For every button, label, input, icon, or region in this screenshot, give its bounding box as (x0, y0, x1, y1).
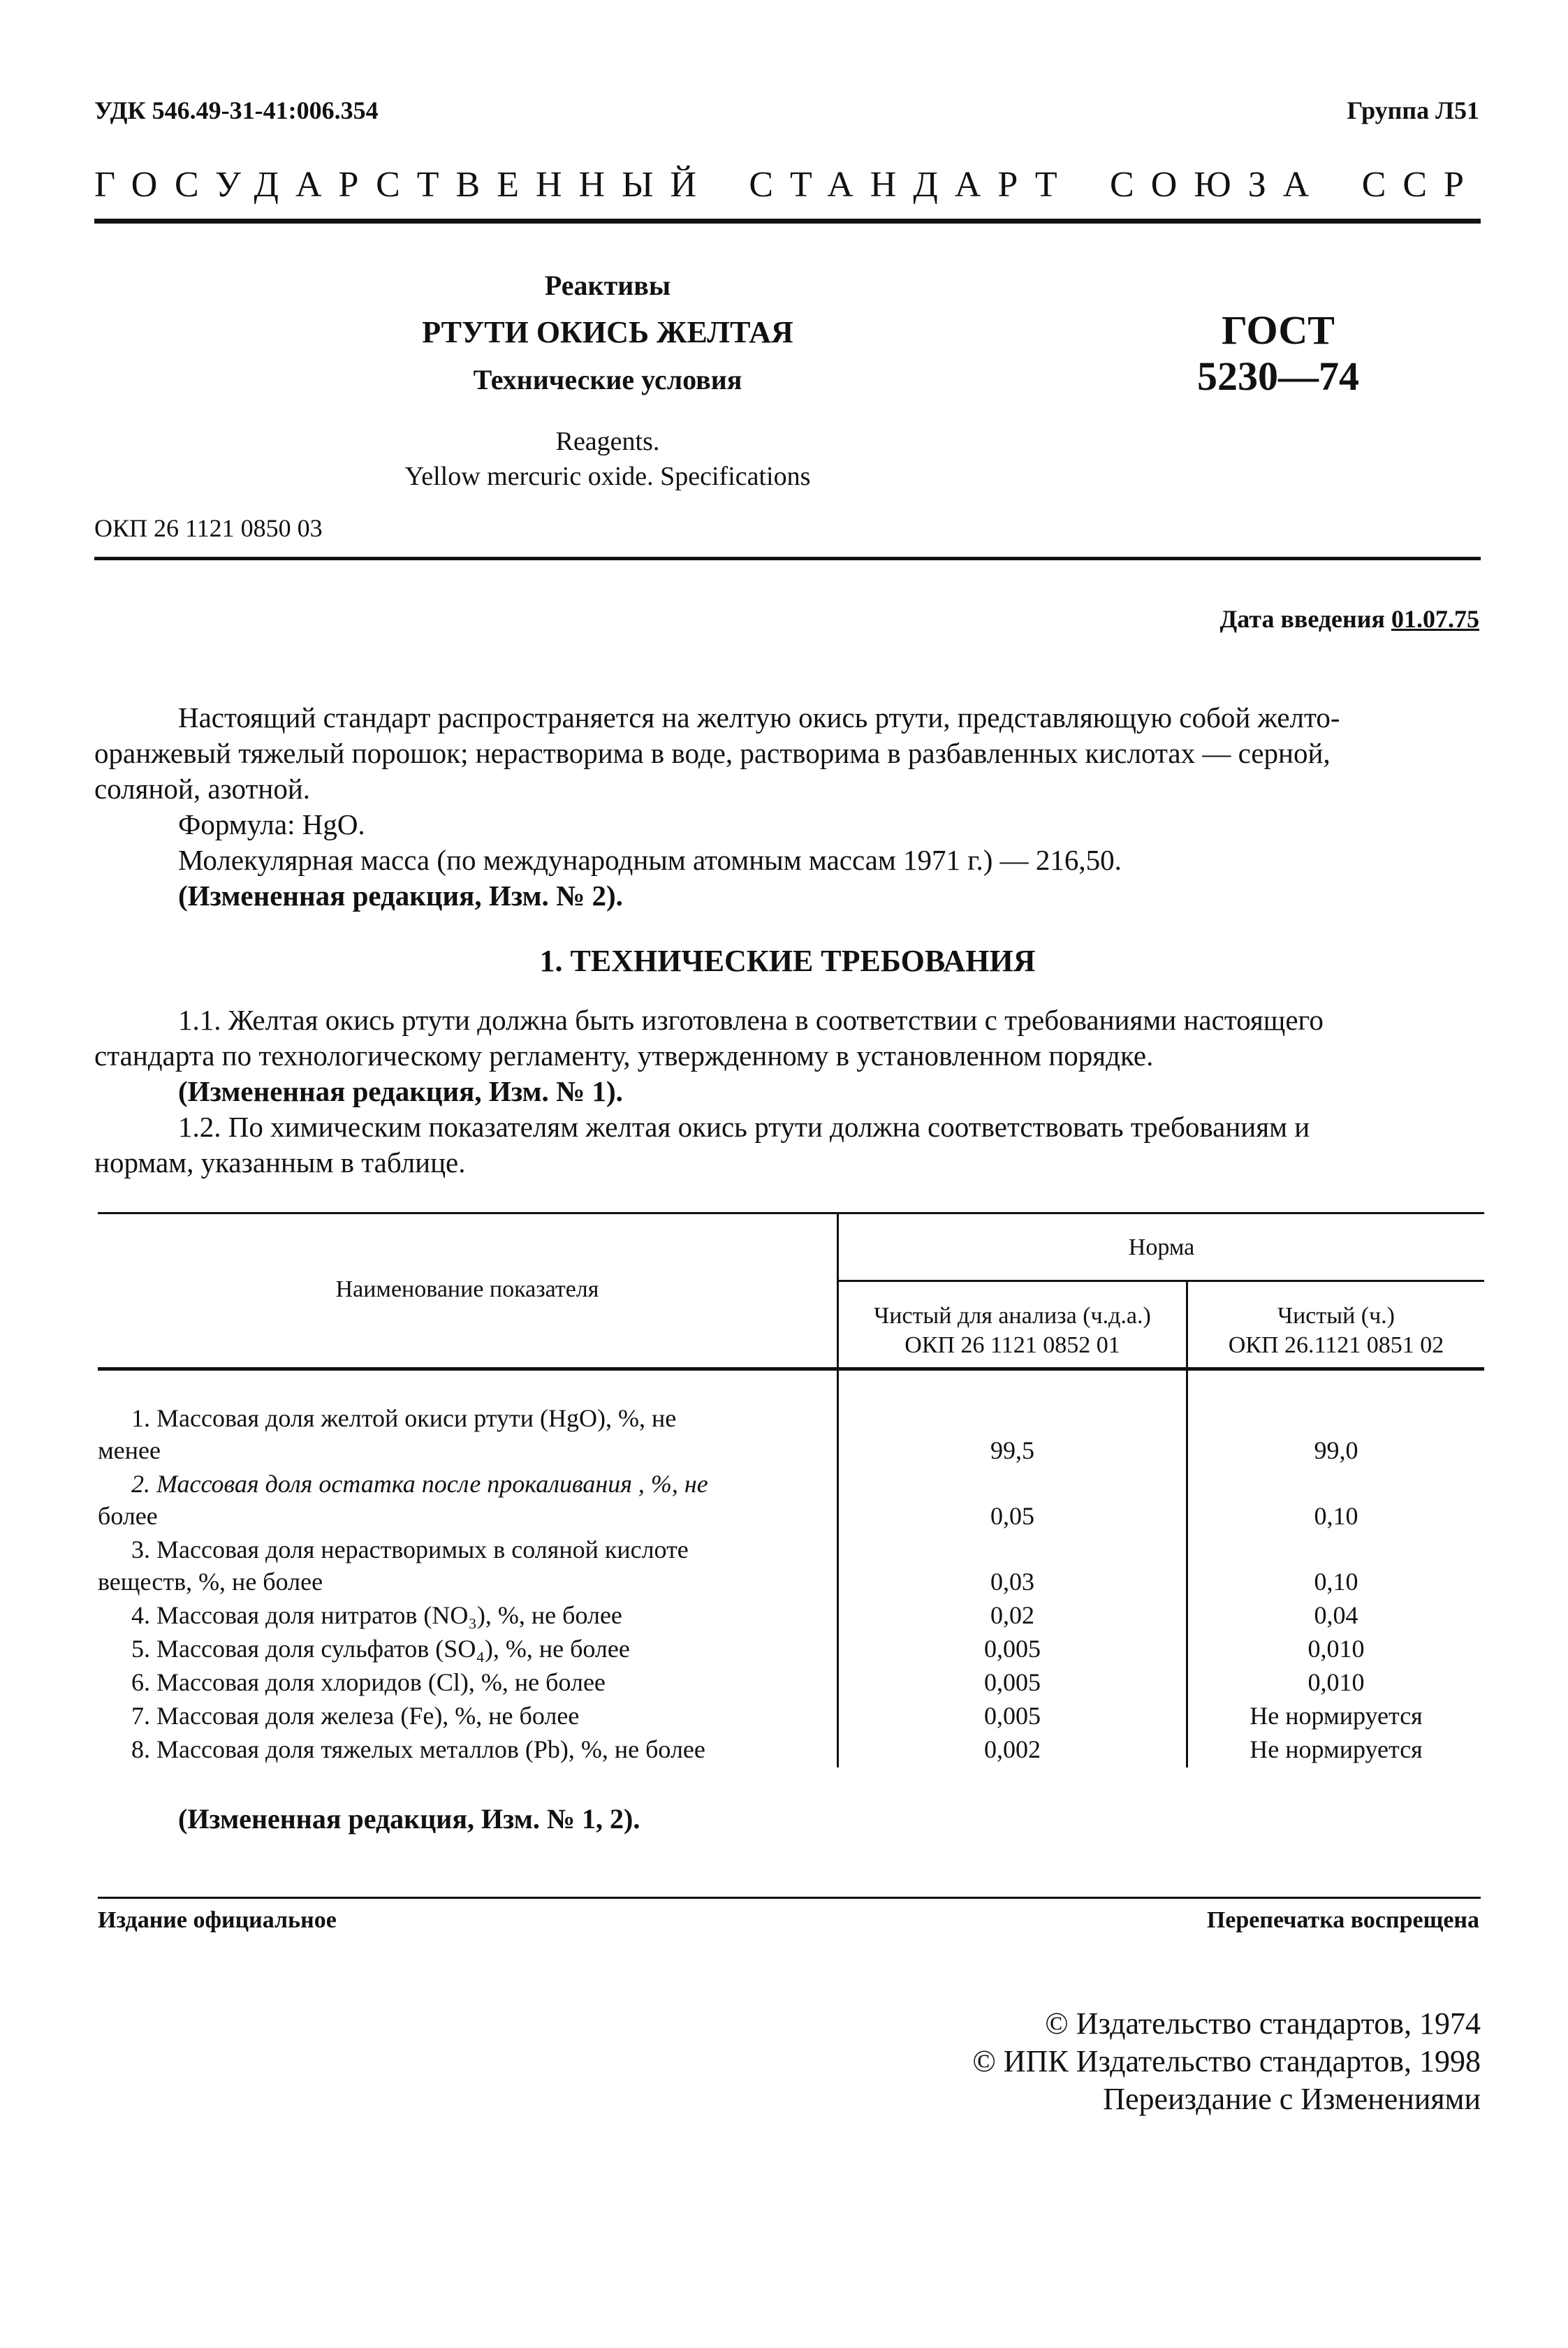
table-row-5-col-1: 0,005 (984, 1635, 1041, 1663)
header-col-1-okp: ОКП 26 1121 0852 01 (904, 1332, 1120, 1358)
formula: Формула: HgO. (178, 808, 365, 840)
table-row-8-label: 8. Массовая доля тяжелых металлов (Pb), %, не более (131, 1735, 705, 1763)
table-row-7-label: 7. Массовая доля железа (Fe), %, не более (131, 1702, 580, 1730)
p11-line-2: стандарта по технологическому регламенту, утвержденному в установленном порядке. (94, 1040, 1154, 1072)
header-col-1-name: Чистый для анализа (ч.д.а.) (874, 1303, 1151, 1329)
table-row-3-col-2: 0,10 (1314, 1568, 1358, 1596)
table-row-2-text: 2. Массовая доля остатка после прокаливания , %, не (131, 1470, 708, 1498)
banner-word-4: ССР (1361, 165, 1481, 205)
table-top-rule (98, 1212, 1484, 1214)
intro-amend: (Измененная редакция, Изм. № 2). (178, 880, 623, 912)
table-row-3-label-cont: веществ, %, не более (98, 1568, 323, 1596)
table-row-5-label: 5. Массовая доля сульфатов (SO₄), %, не более (131, 1635, 630, 1663)
udk-code: УДК 546.49-31-41:006.354 (94, 96, 379, 124)
copyright-1998: © ИПК Издательство стандартов, 1998 (972, 2044, 1481, 2078)
header-col-2-okp: ОКП 26.1121 0851 02 (1228, 1332, 1444, 1358)
table-row-2-label-cont: более (98, 1502, 158, 1530)
intro-date-label: Дата введения (1219, 605, 1391, 633)
gost-label: ГОСТ (1222, 307, 1335, 353)
table-row-1-col-2: 99,0 (1314, 1436, 1358, 1464)
intro-date-value: 01.07.75 (1391, 605, 1479, 633)
english-title-2: Yellow mercuric oxide. Specifications (404, 462, 811, 491)
footer-rule (98, 1897, 1481, 1899)
title-rule (94, 557, 1481, 560)
table-row-3-col-1: 0,03 (990, 1568, 1034, 1596)
p12-line-2: нормам, указанным в таблице. (94, 1146, 466, 1179)
table-header-rule (98, 1367, 1484, 1371)
header-col-2-name: Чистый (ч.) (1277, 1303, 1395, 1329)
table-row-7-col-2: Не нормируется (1250, 1702, 1423, 1730)
p12-line-1: 1.2. По химическим показателям желтая окись ртути должна соответствовать требованиям и (178, 1111, 1310, 1143)
table-row-6-col-2: 0,010 (1307, 1668, 1365, 1696)
banner-word-3: СОЮЗА (1110, 165, 1326, 205)
table-row-5-col-2: 0,010 (1307, 1635, 1365, 1663)
copyright-1974: © Издательство стандартов, 1974 (1045, 2006, 1481, 2041)
gost-number (1145, 307, 1411, 400)
table-row-1-col-1: 99,5 (990, 1436, 1034, 1464)
intro-line-3: соляной, азотной. (94, 773, 311, 805)
section-heading: 1. ТЕХНИЧЕСКИЕ ТРЕБОВАНИЯ (539, 944, 1036, 978)
okp-code: ОКП 26 1121 0850 03 (94, 514, 323, 542)
table-row-1-label-cont: менее (98, 1436, 161, 1464)
intro-line-1: Настоящий стандарт распространяется на желтую окись ртути, представляющую собой желто- (178, 701, 1340, 734)
reagents-label: Реактивы (544, 270, 671, 301)
requirements-table (98, 1212, 1484, 1771)
table-row-2-label (98, 1468, 831, 1500)
intro-line-2: оранжевый тяжелый порошок; нерастворима в воде, растворима в разбавленных кислотах — серной, (94, 737, 1331, 769)
gost-code: 5230—74 (1197, 353, 1359, 399)
header-norm: Норма (1128, 1234, 1195, 1260)
banner-rule (94, 219, 1481, 224)
table-row-3-label: 3. Массовая доля нерастворимых в соляной кислоте (131, 1536, 689, 1563)
table-row-8-col-1: 0,002 (984, 1735, 1041, 1763)
p11-line-1: 1.1. Желтая окись ртути должна быть изготовлена в соответствии с требованиями настоящего (178, 1004, 1324, 1036)
document-title: РТУТИ ОКИСЬ ЖЕЛТАЯ (422, 315, 793, 349)
header-col-1 (839, 1301, 1186, 1360)
english-title-1: Reagents. (555, 427, 660, 456)
edition-official: Издание официальное (98, 1907, 337, 1933)
document-subtitle: Технические условия (473, 364, 742, 395)
p11-amend: (Измененная редакция, Изм. № 1). (178, 1075, 623, 1107)
reissue-note: Переиздание с Изменениями (1103, 2082, 1481, 2116)
header-col-2 (1188, 1301, 1484, 1360)
molar-mass: Молекулярная масса (по международным атомным массам 1971 г.) — 216,50. (178, 844, 1122, 876)
table-row-6-col-1: 0,005 (984, 1668, 1041, 1696)
intro-date (1220, 604, 1480, 634)
table-row-2-col-2: 0,10 (1314, 1502, 1358, 1530)
table-row-4-col-2: 0,04 (1314, 1601, 1358, 1629)
banner-word-2: СТАНДАРТ (749, 165, 1074, 205)
table-row-6-label: 6. Массовая доля хлоридов (Cl), %, не более (131, 1668, 606, 1696)
banner-word-1: ГОСУДАРСТВЕННЫЙ (94, 165, 713, 205)
table-row-2-col-1: 0,05 (990, 1502, 1034, 1530)
table-amend: (Измененная редакция, Изм. № 1, 2). (178, 1803, 640, 1835)
reprint-prohibited: Перепечатка воспрещена (1206, 1907, 1479, 1933)
table-row-1-label: 1. Массовая доля желтой окиси ртути (HgO), %, не (131, 1404, 677, 1432)
group-code: Группа Л51 (1347, 96, 1479, 124)
table-norm-rule (839, 1280, 1484, 1282)
table-row-4-label: 4. Массовая доля нитратов (NO₃), %, не более (131, 1601, 622, 1629)
header-indicator: Наименование показателя (335, 1276, 599, 1302)
table-row-8-col-2: Не нормируется (1250, 1735, 1423, 1763)
state-standard-banner (94, 164, 1481, 205)
table-row-7-col-1: 0,005 (984, 1702, 1041, 1730)
table-row-4-col-1: 0,02 (990, 1601, 1034, 1629)
